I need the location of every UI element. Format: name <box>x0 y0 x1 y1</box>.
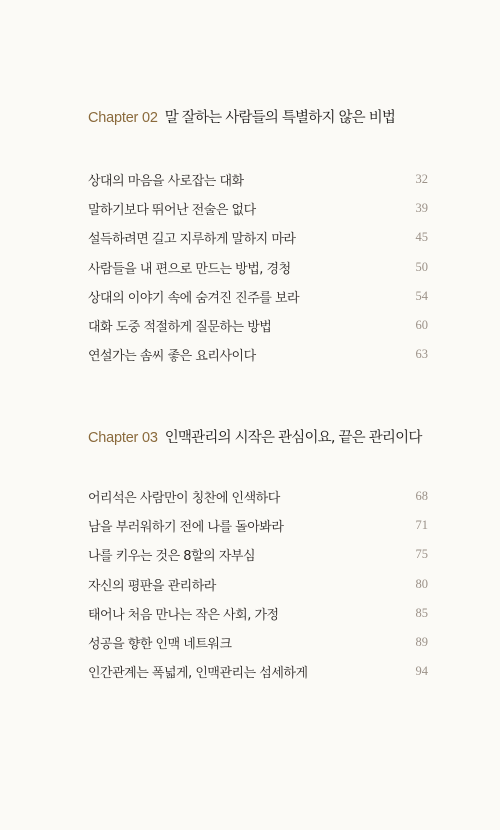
toc-entry[interactable] <box>88 628 428 657</box>
toc-entry-title: 남을 부러워하기 전에 나를 돌아봐라 <box>88 520 284 536</box>
chapter-heading <box>88 106 428 130</box>
toc-list <box>88 482 428 686</box>
toc-entry[interactable] <box>88 599 428 628</box>
toc-entry-title: 말하기보다 뛰어난 전술은 없다 <box>88 203 256 219</box>
toc-entry[interactable] <box>88 570 428 599</box>
toc-entry-page: 60 <box>415 318 428 333</box>
toc-entry-title: 사람들을 내 편으로 만드는 방법, 경청 <box>88 261 291 277</box>
chapter-number: Chapter 02 <box>88 110 158 126</box>
toc-entry-title: 인간관계는 폭넓게, 인맥관리는 섬세하게 <box>88 666 308 682</box>
toc-entry-page: 89 <box>415 635 428 650</box>
toc-entry-page: 75 <box>415 547 428 562</box>
toc-entry[interactable] <box>88 540 428 569</box>
toc-entry-page: 80 <box>415 576 428 591</box>
toc-entry[interactable] <box>88 223 428 252</box>
chapter-number: Chapter 03 <box>88 430 158 446</box>
toc-entry[interactable] <box>88 282 428 311</box>
toc-entry-title: 성공을 향한 인맥 네트워크 <box>88 637 232 653</box>
toc-entry-title: 연설가는 솜씨 좋은 요리사이다 <box>88 349 256 365</box>
toc-entry[interactable] <box>88 340 428 369</box>
toc-entry[interactable] <box>88 311 428 340</box>
toc-entry[interactable] <box>88 165 428 194</box>
toc-entry-page: 50 <box>415 259 428 274</box>
toc-entry-title: 태어나 처음 만나는 작은 사회, 가정 <box>88 607 279 623</box>
toc-entry-page: 63 <box>415 347 428 362</box>
toc-entry-title: 자신의 평판을 관리하라 <box>88 578 216 594</box>
toc-entry[interactable] <box>88 482 428 511</box>
toc-entry-title: 상대의 마음을 사로잡는 대화 <box>88 174 244 190</box>
chapter-03-section <box>88 426 428 682</box>
chapter-heading <box>88 426 428 450</box>
toc-entry[interactable] <box>88 253 428 282</box>
toc-entry-page: 39 <box>415 201 428 216</box>
toc-entry-page: 32 <box>415 172 428 187</box>
toc-entry-title: 설득하려면 길고 지루하게 말하지 마라 <box>88 232 296 248</box>
toc-entry-page: 71 <box>415 518 428 533</box>
toc-entry[interactable] <box>88 511 428 540</box>
chapter-title: 말 잘하는 사람들의 특별하지 않은 비법 <box>164 110 396 126</box>
toc-entry-page: 68 <box>415 489 428 504</box>
toc-entry[interactable] <box>88 657 428 686</box>
toc-entry-page: 54 <box>415 288 428 303</box>
toc-entry-page: 45 <box>415 230 428 245</box>
toc-entry-title: 나를 키우는 것은 8할의 자부심 <box>88 549 255 565</box>
toc-entry-title: 어리석은 사람만이 칭찬에 인색하다 <box>88 491 280 507</box>
chapter-title: 인맥관리의 시작은 관심이요, 끝은 관리이다 <box>164 430 422 446</box>
chapter-02-section <box>88 106 428 365</box>
toc-entry[interactable] <box>88 194 428 223</box>
toc-entry-page: 85 <box>415 605 428 620</box>
toc-entry-title: 상대의 이야기 속에 숨겨진 진주를 보라 <box>88 290 300 306</box>
toc-list <box>88 165 428 369</box>
toc-entry-title: 대화 도중 적절하게 질문하는 방법 <box>88 320 272 336</box>
toc-entry-page: 94 <box>415 664 428 679</box>
